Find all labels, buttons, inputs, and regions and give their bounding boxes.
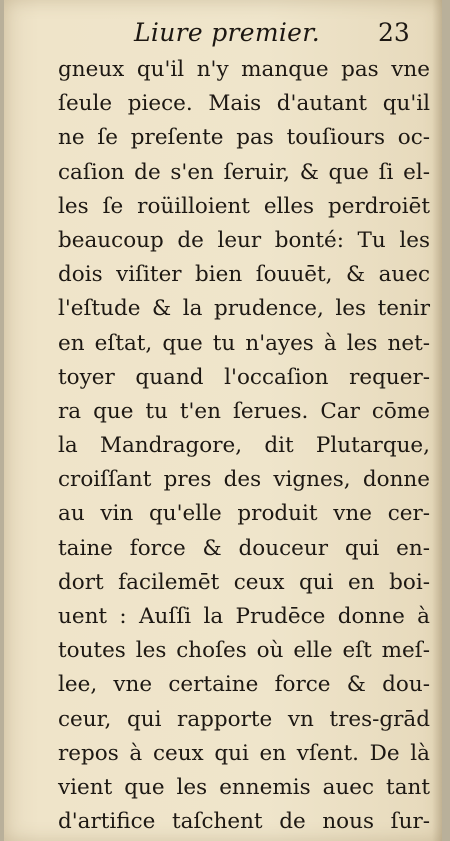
text-line: ceur, qui rapporte vn tres-grād [58,706,430,732]
text-line: ſeule piece. Mais d'autant qu'il [58,91,430,117]
text-line: beaucoup de leur bonté: Tu les [58,227,430,253]
text-line: gneux qu'il n'y manque pas vne [58,57,430,82]
text-line: ra que tu t'en ſerues. Car cōme [58,398,430,424]
text-line: dois viſiter bien ſouuēt, & auec [58,262,430,288]
text-line: en eſtat, que tu n'ayes à les net- [58,330,430,356]
text-line: dort facilemēt ceux qui en boi- [58,569,430,595]
text-line: lee, vne certaine force & dou- [58,672,430,698]
book-page [4,0,442,841]
page-edge-shadow [432,0,442,841]
text-line: toutes les choſes où elle eſt meſ- [58,638,430,664]
text-line: caſion de s'en ſeruir, & que ſi el- [58,159,430,185]
text-line: toyer quand l'occaſion requer- [58,364,430,390]
text-line: croiſſant pres des vignes, donne [58,467,430,493]
text-line: d'artifice taſchent de nous ſur- [58,809,430,835]
page-header [4,14,442,54]
text-line: uent : Auſſi la Prudēce donne à [58,604,430,629]
running-head: Liure premier. [134,18,320,47]
text-line: repos à ceux qui en vſent. De là [58,740,430,766]
text-line: au vin qu'elle produit vne cer- [58,501,430,527]
text-line: les ſe roüilloient elles perdroiēt [58,193,430,219]
text-line: l'eſtude & la prudence, les tenir [58,296,430,322]
text-line: taine force & douceur qui en- [58,535,430,561]
body-text [58,53,430,839]
page-number: 23 [378,18,410,47]
text-line: vient que les ennemis auec tant [58,774,430,800]
text-line: la Mandragore, dit Plutarque, [58,433,430,459]
text-line: ne ſe preſente pas touſiours oc- [58,125,430,151]
